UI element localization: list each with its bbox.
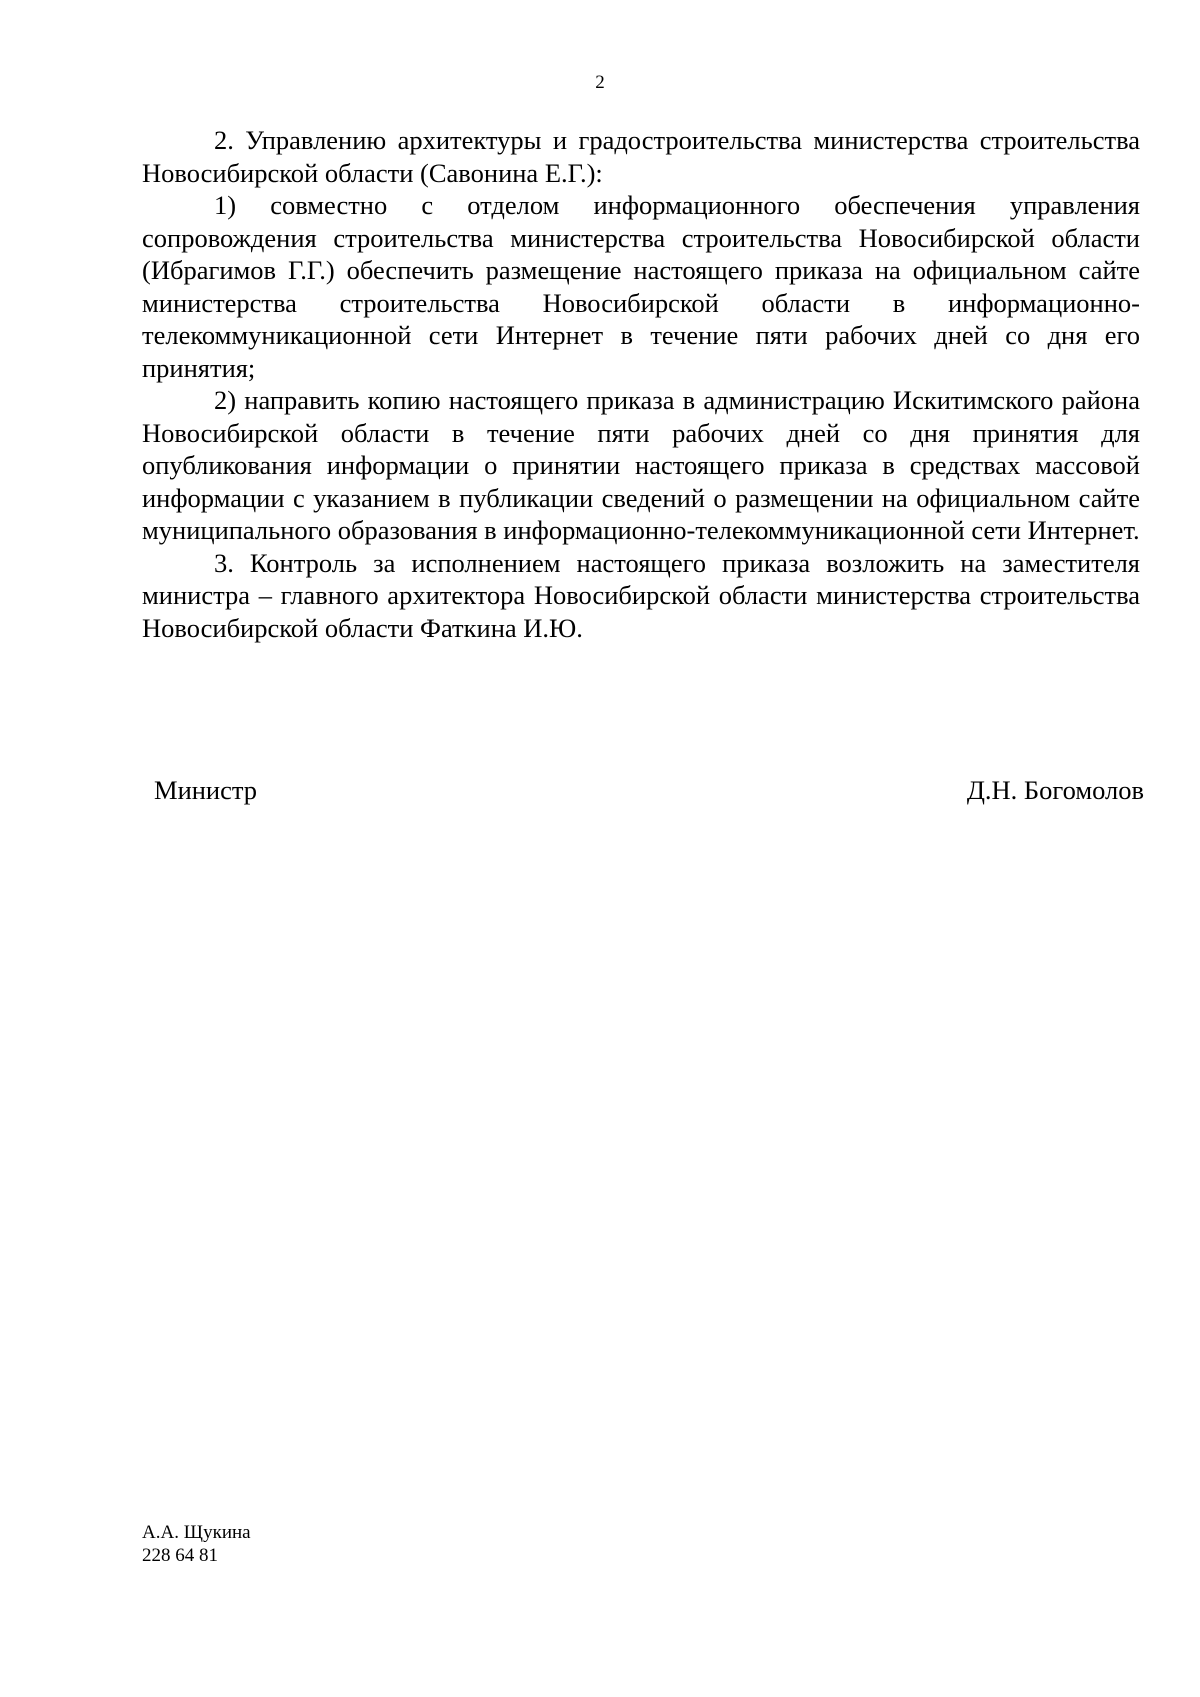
document-body xyxy=(142,124,1140,644)
signatory-name: Д.Н. Богомолов xyxy=(966,775,1144,805)
executor-info xyxy=(142,1521,251,1567)
page-number: 2 xyxy=(595,72,605,93)
signature-block xyxy=(154,774,1144,806)
executor-name: А.А. Щукина xyxy=(142,1522,251,1543)
signatory-position: Министр xyxy=(154,775,258,805)
paragraph-subitem-1: 1) совместно с отделом информационного обеспечения управления сопровождения строительства министерства строительства Новосибирской области (Ибрагимов Г.Г.) обеспечить размещение настоящего приказа на официальном сайте министерства строительства Новосибирской области в информационно-телекоммуникационной сети Интернет в течение пяти рабочих дней со дня его принятия; xyxy=(142,190,1140,383)
paragraph-item-3: 3. Контроль за исполнением настоящего приказа возложить на заместителя министра – главного архитектора Новосибирской области министерства строительства Новосибирской области Фаткина И.Ю. xyxy=(142,547,1140,643)
paragraph-item-2: 2. Управлению архитектуры и градостроительства министерства строительства Новосибирской области (Савонина Е.Г.): xyxy=(142,125,1140,188)
executor-phone: 228 64 81 xyxy=(142,1545,218,1566)
paragraph-subitem-2: 2) направить копию настоящего приказа в администрацию Искитимского района Новосибирской области в течение пяти рабочих дней со дня принятия для опубликования информации о принятии настоящего приказа в средствах массовой информации с указанием в публикации сведений о размещении на официальном сайте муниципального образования в информационно-телекоммуникационной сети Интернет. xyxy=(142,385,1140,545)
